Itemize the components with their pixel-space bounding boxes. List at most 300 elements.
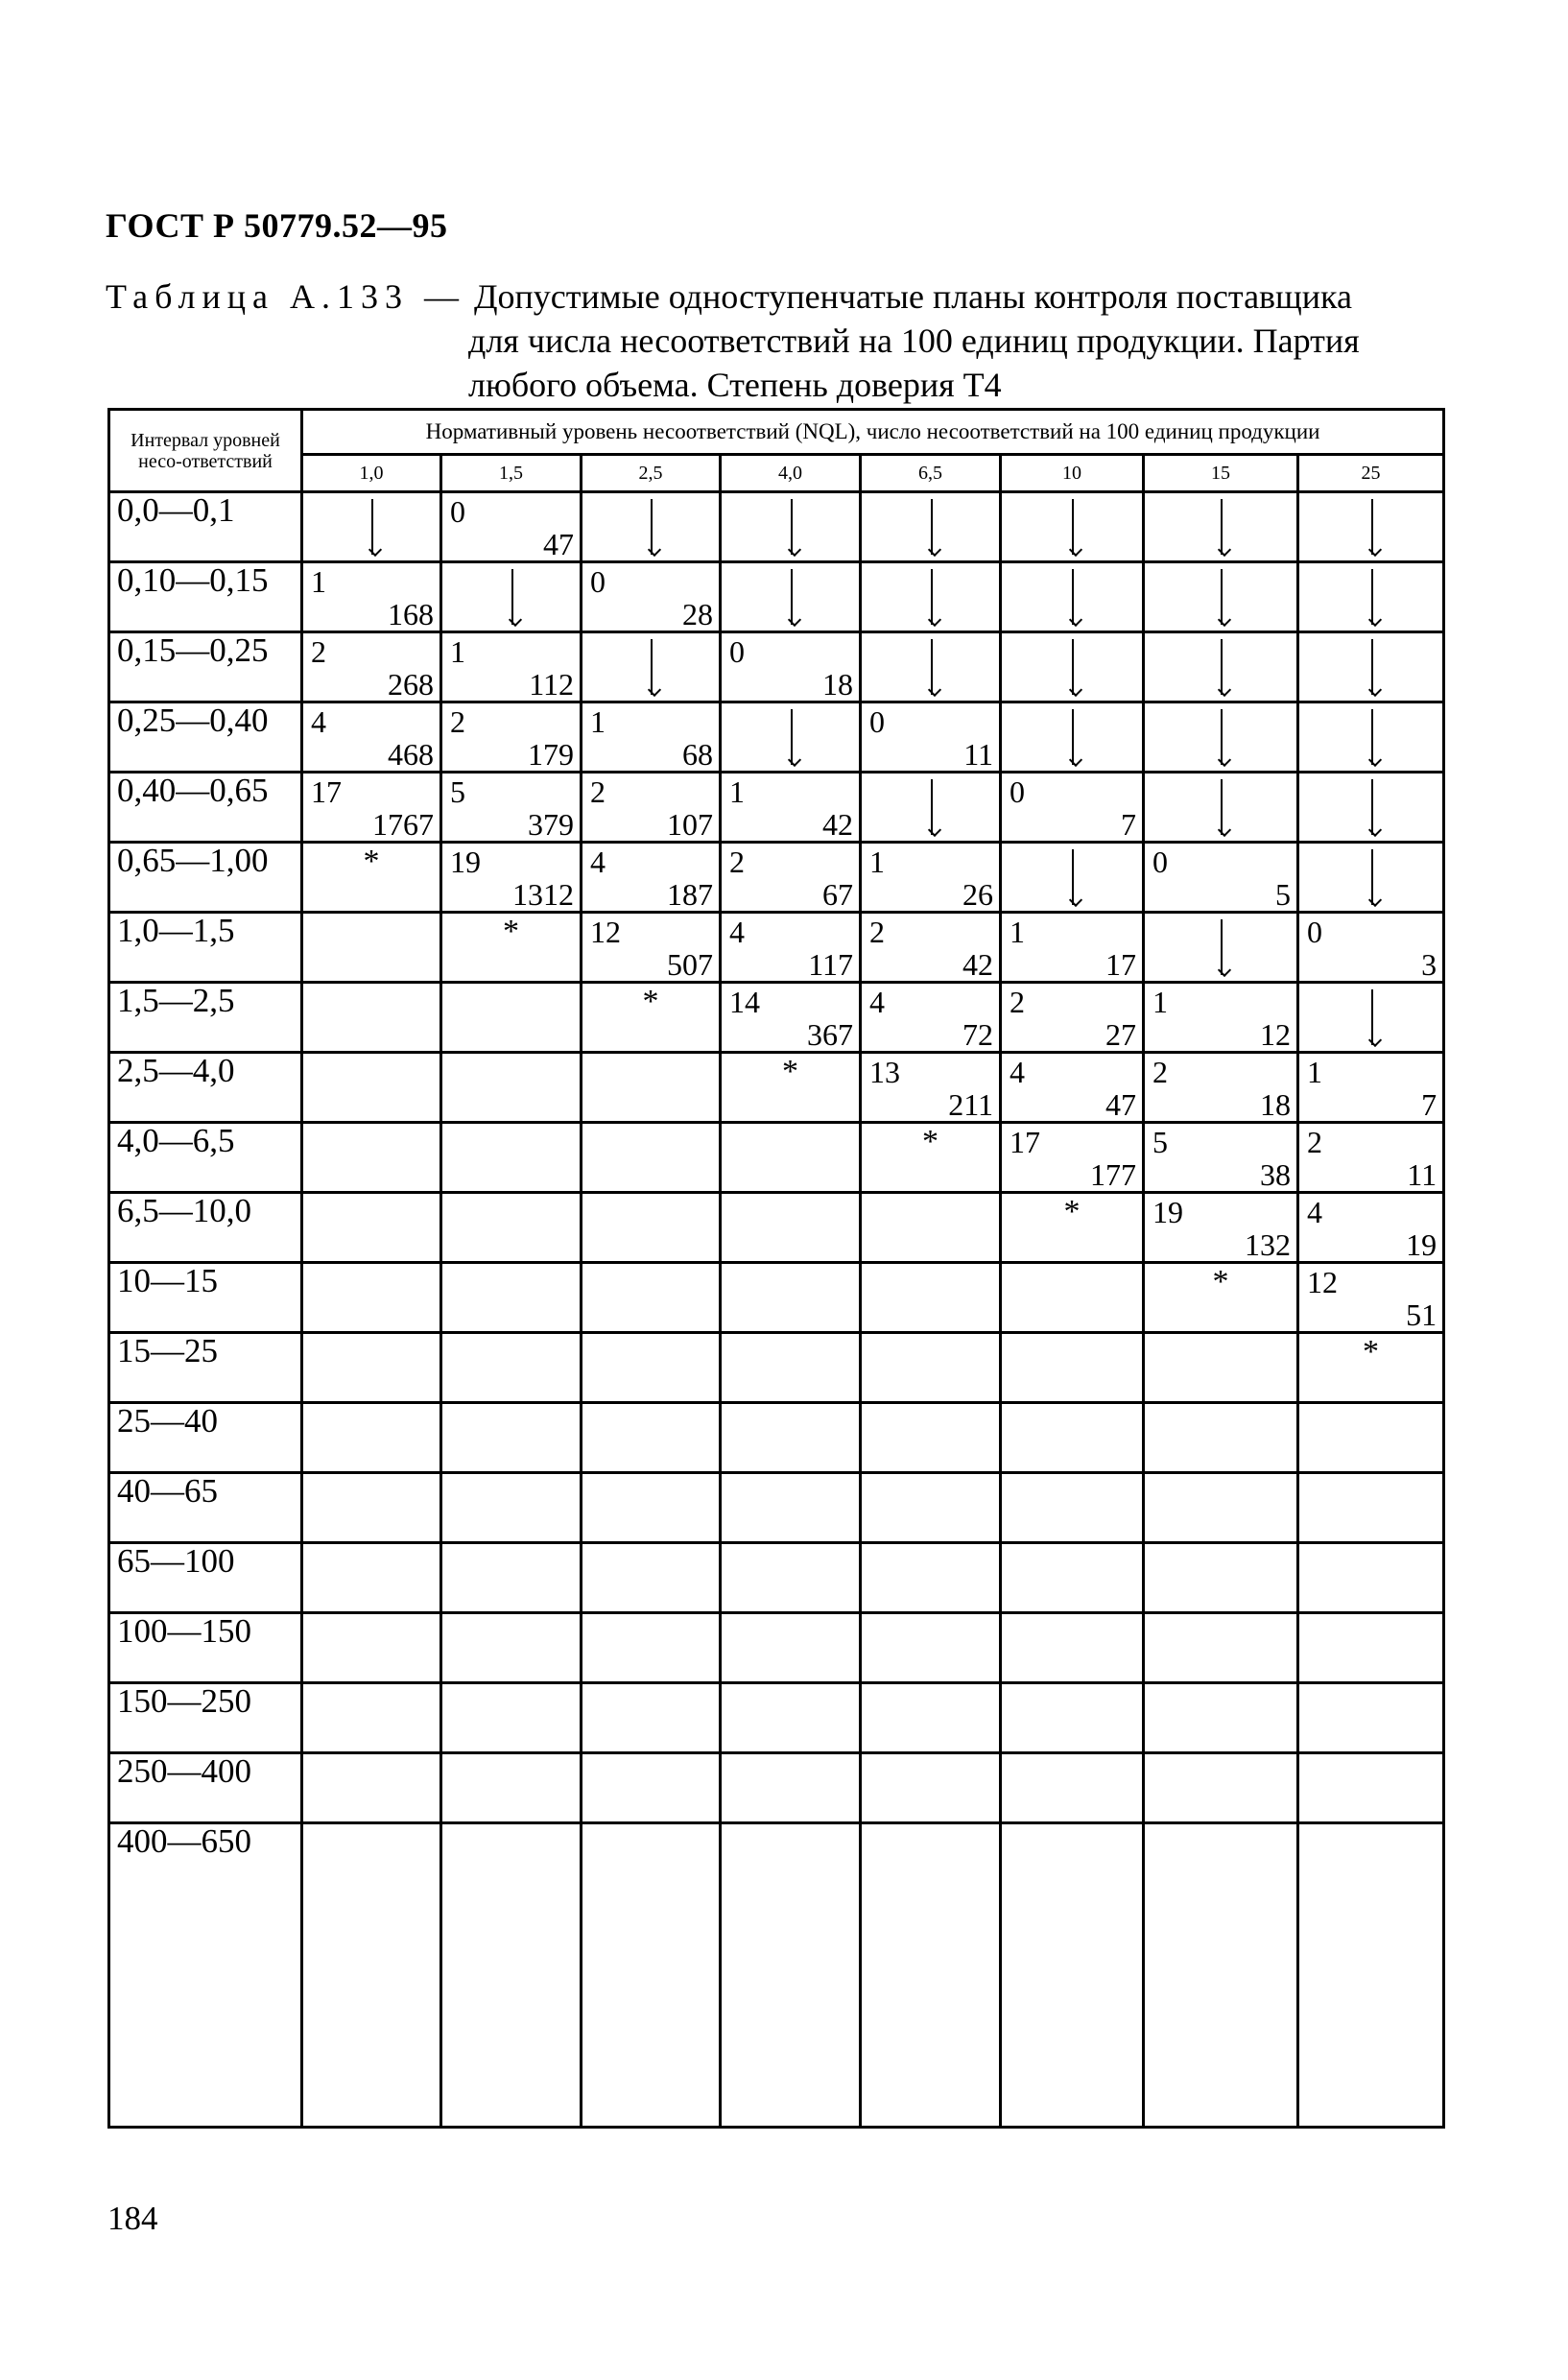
interval-cell: 0,40—0,65 bbox=[109, 773, 302, 843]
plan-cell bbox=[1001, 773, 1144, 843]
table-row bbox=[109, 702, 1444, 773]
nql-code: 10 bbox=[1001, 455, 1144, 492]
interval-cell: 100—150 bbox=[109, 1613, 302, 1683]
plan-cell bbox=[1298, 632, 1444, 702]
arrow-down-icon bbox=[1371, 499, 1373, 555]
acceptance-number: 1 bbox=[590, 704, 606, 739]
plan-cell bbox=[441, 843, 582, 913]
arrow-down-icon bbox=[931, 639, 933, 695]
plan-cell bbox=[1144, 1263, 1298, 1333]
acceptance-number: 1 bbox=[1010, 915, 1025, 949]
acceptance-number: 5 bbox=[450, 774, 465, 809]
plan-cell bbox=[721, 492, 861, 562]
plan-cell bbox=[721, 843, 861, 913]
sample-size: 12 bbox=[1260, 1017, 1291, 1052]
interval-cell: 0,25—0,40 bbox=[109, 702, 302, 773]
plan-cell bbox=[441, 492, 582, 562]
table-row bbox=[109, 562, 1444, 632]
caption-line-1: Допустимые одноступенчатые планы контроля поставщика bbox=[473, 277, 1352, 316]
plan-cell bbox=[441, 1263, 582, 1333]
plan-cell bbox=[1298, 1683, 1444, 1753]
plan-cell bbox=[302, 1753, 441, 1823]
interval-cell: 1,5—2,5 bbox=[109, 983, 302, 1053]
plan-cell bbox=[1298, 1333, 1444, 1403]
caption-lead: Таблица А.133 — bbox=[106, 277, 465, 316]
sample-size: 42 bbox=[962, 947, 993, 982]
nql-code: 15 bbox=[1144, 455, 1298, 492]
interval-cell: 400—650 bbox=[109, 1823, 302, 2128]
plan-cell bbox=[441, 1753, 582, 1823]
plan-cell bbox=[441, 983, 582, 1053]
table-body bbox=[109, 492, 1444, 2128]
interval-cell: 25—40 bbox=[109, 1403, 302, 1473]
table-row bbox=[109, 1333, 1444, 1403]
plan-cell bbox=[1298, 1543, 1444, 1613]
sample-size: 132 bbox=[1245, 1227, 1291, 1262]
plan-cell bbox=[1298, 773, 1444, 843]
nql-code: 1,5 bbox=[441, 455, 582, 492]
sample-size: 19 bbox=[1406, 1227, 1437, 1262]
plan-cell bbox=[441, 1403, 582, 1473]
asterisk-mark: * bbox=[782, 1054, 798, 1089]
plan-cell bbox=[1298, 1053, 1444, 1123]
plan-cell bbox=[1144, 1333, 1298, 1403]
acceptance-number: 19 bbox=[450, 845, 481, 879]
interval-cell: 6,5—10,0 bbox=[109, 1193, 302, 1263]
sample-size: 72 bbox=[962, 1017, 993, 1052]
plan-cell bbox=[441, 773, 582, 843]
plan-cell bbox=[721, 1543, 861, 1613]
plan-cell bbox=[721, 562, 861, 632]
plan-cell bbox=[302, 1683, 441, 1753]
plan-cell bbox=[861, 1193, 1001, 1263]
interval-cell: 0,15—0,25 bbox=[109, 632, 302, 702]
plan-cell bbox=[441, 562, 582, 632]
plan-cell bbox=[1298, 1473, 1444, 1543]
sample-size: 42 bbox=[822, 807, 853, 842]
interval-cell: 40—65 bbox=[109, 1473, 302, 1543]
plan-cell bbox=[1298, 1753, 1444, 1823]
plan-cell bbox=[721, 1613, 861, 1683]
plan-cell bbox=[1144, 492, 1298, 562]
plan-cell bbox=[1001, 492, 1144, 562]
sample-size: 68 bbox=[682, 737, 713, 772]
arrow-down-icon bbox=[1221, 569, 1223, 625]
interval-cell: 4,0—6,5 bbox=[109, 1123, 302, 1193]
plan-cell bbox=[441, 1543, 582, 1613]
acceptance-number: 4 bbox=[729, 915, 745, 949]
plan-cell bbox=[1001, 1823, 1144, 2128]
plan-cell bbox=[721, 1823, 861, 2128]
table-row bbox=[109, 1823, 1444, 2128]
plan-cell bbox=[1144, 1823, 1298, 2128]
acceptance-number: 17 bbox=[1010, 1125, 1040, 1159]
plan-cell bbox=[861, 983, 1001, 1053]
arrow-down-icon bbox=[791, 709, 793, 765]
plan-cell bbox=[1144, 1543, 1298, 1613]
plan-cell bbox=[721, 1193, 861, 1263]
plan-cell bbox=[861, 492, 1001, 562]
plan-cell bbox=[861, 913, 1001, 983]
plan-cell bbox=[441, 1473, 582, 1543]
sample-size: 7 bbox=[1421, 1087, 1437, 1122]
plan-cell bbox=[1001, 1613, 1144, 1683]
nql-header: Нормативный уровень несоответствий (NQL), число несоответствий на 100 единиц продукции bbox=[302, 410, 1444, 455]
plan-cell bbox=[721, 632, 861, 702]
plan-cell bbox=[1001, 983, 1144, 1053]
plan-cell bbox=[582, 492, 721, 562]
plan-cell bbox=[302, 1123, 441, 1193]
table-row bbox=[109, 913, 1444, 983]
acceptance-number: 13 bbox=[869, 1055, 900, 1089]
acceptance-number: 1 bbox=[1307, 1055, 1322, 1089]
plan-cell bbox=[1144, 1053, 1298, 1123]
table-row bbox=[109, 1263, 1444, 1333]
table-row bbox=[109, 1753, 1444, 1823]
arrow-down-icon bbox=[1371, 989, 1373, 1045]
asterisk-mark: * bbox=[1363, 1334, 1380, 1369]
sample-size: 67 bbox=[822, 877, 853, 912]
plan-cell bbox=[302, 702, 441, 773]
plan-cell bbox=[861, 1613, 1001, 1683]
plan-cell bbox=[721, 1403, 861, 1473]
sample-size: 179 bbox=[528, 737, 574, 772]
sample-size: 11 bbox=[1407, 1157, 1437, 1192]
plan-cell bbox=[582, 1753, 721, 1823]
sample-size: 112 bbox=[529, 667, 574, 702]
acceptance-number: 4 bbox=[869, 985, 885, 1019]
plan-cell bbox=[1001, 1193, 1144, 1263]
asterisk-mark: * bbox=[642, 984, 659, 1019]
arrow-down-icon bbox=[511, 569, 513, 625]
plan-cell bbox=[1144, 702, 1298, 773]
plan-cell bbox=[582, 1683, 721, 1753]
sample-size: 18 bbox=[822, 667, 853, 702]
arrow-down-icon bbox=[1221, 709, 1223, 765]
table-row bbox=[109, 492, 1444, 562]
acceptance-number: 2 bbox=[729, 845, 745, 879]
arrow-down-icon bbox=[1072, 569, 1074, 625]
arrow-down-icon bbox=[1072, 499, 1074, 555]
plan-cell bbox=[1298, 1123, 1444, 1193]
nql-code: 25 bbox=[1298, 455, 1444, 492]
plan-cell bbox=[441, 1683, 582, 1753]
interval-cell: 0,10—0,15 bbox=[109, 562, 302, 632]
sampling-plans-table bbox=[107, 408, 1445, 2129]
acceptance-number: 2 bbox=[869, 915, 885, 949]
table-caption bbox=[106, 274, 1439, 407]
plan-cell bbox=[582, 1823, 721, 2128]
asterisk-mark: * bbox=[1212, 1264, 1229, 1299]
plan-cell bbox=[1144, 773, 1298, 843]
sample-size: 26 bbox=[962, 877, 993, 912]
arrow-down-icon bbox=[931, 779, 933, 835]
sample-size: 379 bbox=[528, 807, 574, 842]
plan-cell bbox=[441, 913, 582, 983]
plan-cell bbox=[721, 1683, 861, 1753]
table-row bbox=[109, 1473, 1444, 1543]
plan-cell bbox=[1001, 843, 1144, 913]
plan-cell bbox=[582, 702, 721, 773]
plan-cell bbox=[721, 1333, 861, 1403]
acceptance-number: 2 bbox=[590, 774, 606, 809]
plan-cell bbox=[861, 1753, 1001, 1823]
caption-line-2: для числа несоответствий на 100 единиц продукции. Партия bbox=[468, 321, 1360, 360]
plan-cell bbox=[582, 1613, 721, 1683]
arrow-down-icon bbox=[931, 499, 933, 555]
acceptance-number: 2 bbox=[1152, 1055, 1168, 1089]
plan-cell bbox=[721, 1053, 861, 1123]
plan-cell bbox=[1298, 702, 1444, 773]
sample-size: 507 bbox=[667, 947, 713, 982]
plan-cell bbox=[582, 913, 721, 983]
plan-cell bbox=[1001, 1543, 1144, 1613]
plan-cell bbox=[1298, 1823, 1444, 2128]
plan-cell bbox=[302, 1403, 441, 1473]
interval-cell: 150—250 bbox=[109, 1683, 302, 1753]
nql-code-row bbox=[109, 455, 1444, 492]
plan-cell bbox=[441, 632, 582, 702]
plan-cell bbox=[1001, 1333, 1144, 1403]
asterisk-mark: * bbox=[1063, 1194, 1081, 1229]
table-row bbox=[109, 632, 1444, 702]
sample-size: 27 bbox=[1105, 1017, 1136, 1052]
plan-cell bbox=[302, 1473, 441, 1543]
plan-cell bbox=[1298, 562, 1444, 632]
plan-cell bbox=[1144, 1683, 1298, 1753]
acceptance-number: 0 bbox=[729, 634, 745, 669]
acceptance-number: 0 bbox=[869, 704, 885, 739]
interval-cell: 0,0—0,1 bbox=[109, 492, 302, 562]
plan-cell bbox=[721, 773, 861, 843]
nql-code: 2,5 bbox=[582, 455, 721, 492]
plan-cell bbox=[1298, 1403, 1444, 1473]
sample-size: 18 bbox=[1260, 1087, 1291, 1122]
plan-cell bbox=[1001, 1473, 1144, 1543]
plan-cell bbox=[302, 562, 441, 632]
plan-cell bbox=[582, 1333, 721, 1403]
plan-cell bbox=[1001, 913, 1144, 983]
plan-cell bbox=[302, 843, 441, 913]
sample-size: 168 bbox=[388, 597, 434, 631]
sample-size: 367 bbox=[807, 1017, 853, 1052]
asterisk-mark: * bbox=[363, 844, 380, 879]
sample-size: 5 bbox=[1275, 877, 1291, 912]
nql-code: 6,5 bbox=[861, 455, 1001, 492]
plan-cell bbox=[1001, 1753, 1144, 1823]
plan-cell bbox=[1001, 1683, 1144, 1753]
document-id: ГОСТ Р 50779.52—95 bbox=[106, 206, 448, 245]
table-row bbox=[109, 843, 1444, 913]
acceptance-number: 1 bbox=[311, 564, 326, 599]
sample-size: 117 bbox=[808, 947, 853, 982]
plan-cell bbox=[861, 843, 1001, 913]
arrow-down-icon bbox=[1221, 639, 1223, 695]
table-row bbox=[109, 983, 1444, 1053]
interval-header: Интервал уровней несо-ответствий bbox=[109, 410, 302, 492]
plan-cell bbox=[302, 1333, 441, 1403]
sample-size: 47 bbox=[1105, 1087, 1136, 1122]
sample-size: 11 bbox=[963, 737, 993, 772]
plan-cell bbox=[1001, 562, 1144, 632]
plan-cell bbox=[861, 1473, 1001, 1543]
acceptance-number: 2 bbox=[311, 634, 326, 669]
table-row bbox=[109, 773, 1444, 843]
acceptance-number: 2 bbox=[450, 704, 465, 739]
acceptance-number: 0 bbox=[1010, 774, 1025, 809]
plan-cell bbox=[302, 1263, 441, 1333]
acceptance-number: 5 bbox=[1152, 1125, 1168, 1159]
sample-size: 211 bbox=[948, 1087, 993, 1122]
plan-cell bbox=[302, 1543, 441, 1613]
arrow-down-icon bbox=[1221, 919, 1223, 975]
plan-cell bbox=[302, 913, 441, 983]
arrow-down-icon bbox=[791, 499, 793, 555]
interval-cell: 2,5—4,0 bbox=[109, 1053, 302, 1123]
arrow-down-icon bbox=[1371, 849, 1373, 905]
plan-cell bbox=[1144, 983, 1298, 1053]
acceptance-number: 4 bbox=[1307, 1195, 1322, 1229]
table-row bbox=[109, 1193, 1444, 1263]
plan-cell bbox=[1001, 1123, 1144, 1193]
plan-cell bbox=[1144, 1403, 1298, 1473]
sample-size: 51 bbox=[1406, 1297, 1437, 1332]
arrow-down-icon bbox=[651, 499, 653, 555]
nql-code: 4,0 bbox=[721, 455, 861, 492]
plan-cell bbox=[441, 1193, 582, 1263]
caption-line-3: любого объема. Степень доверия Т4 bbox=[468, 366, 1002, 404]
plan-cell bbox=[1001, 632, 1144, 702]
table-row bbox=[109, 1053, 1444, 1123]
sample-size: 107 bbox=[667, 807, 713, 842]
plan-cell bbox=[861, 1333, 1001, 1403]
plan-cell bbox=[861, 1823, 1001, 2128]
plan-cell bbox=[861, 773, 1001, 843]
arrow-down-icon bbox=[1221, 499, 1223, 555]
sample-size: 7 bbox=[1121, 807, 1136, 842]
plan-cell bbox=[302, 773, 441, 843]
plan-cell bbox=[441, 1053, 582, 1123]
plan-cell bbox=[1298, 843, 1444, 913]
plan-cell bbox=[721, 1123, 861, 1193]
sample-size: 1312 bbox=[512, 877, 574, 912]
sample-size: 187 bbox=[667, 877, 713, 912]
plan-cell bbox=[582, 1473, 721, 1543]
plan-cell bbox=[302, 492, 441, 562]
plan-cell bbox=[582, 773, 721, 843]
plan-cell bbox=[861, 1123, 1001, 1193]
interval-cell: 65—100 bbox=[109, 1543, 302, 1613]
plan-cell bbox=[582, 983, 721, 1053]
plan-cell bbox=[441, 1123, 582, 1193]
plan-cell bbox=[582, 843, 721, 913]
plan-cell bbox=[861, 702, 1001, 773]
acceptance-number: 0 bbox=[1152, 845, 1168, 879]
plan-cell bbox=[582, 1543, 721, 1613]
arrow-down-icon bbox=[931, 569, 933, 625]
table-row bbox=[109, 1683, 1444, 1753]
arrow-down-icon bbox=[1371, 779, 1373, 835]
plan-cell bbox=[582, 1403, 721, 1473]
sample-size: 28 bbox=[682, 597, 713, 631]
acceptance-number: 1 bbox=[450, 634, 465, 669]
plan-cell bbox=[1298, 983, 1444, 1053]
table-row bbox=[109, 1543, 1444, 1613]
plan-cell bbox=[1144, 1193, 1298, 1263]
plan-cell bbox=[721, 913, 861, 983]
plan-cell bbox=[302, 983, 441, 1053]
sample-size: 1767 bbox=[372, 807, 434, 842]
plan-cell bbox=[582, 1263, 721, 1333]
plan-cell bbox=[302, 1613, 441, 1683]
plan-cell bbox=[302, 632, 441, 702]
plan-cell bbox=[721, 1263, 861, 1333]
plan-cell bbox=[861, 562, 1001, 632]
acceptance-number: 1 bbox=[1152, 985, 1168, 1019]
acceptance-number: 2 bbox=[1307, 1125, 1322, 1159]
plan-cell bbox=[582, 632, 721, 702]
plan-cell bbox=[1298, 1613, 1444, 1683]
arrow-down-icon bbox=[1371, 639, 1373, 695]
sample-size: 17 bbox=[1105, 947, 1136, 982]
plan-cell bbox=[1001, 1263, 1144, 1333]
plan-cell bbox=[582, 562, 721, 632]
plan-cell bbox=[1298, 492, 1444, 562]
arrow-down-icon bbox=[1371, 569, 1373, 625]
plan-cell bbox=[441, 1823, 582, 2128]
acceptance-number: 4 bbox=[590, 845, 606, 879]
acceptance-number: 1 bbox=[869, 845, 885, 879]
table-row bbox=[109, 1403, 1444, 1473]
interval-cell: 0,65—1,00 bbox=[109, 843, 302, 913]
plan-cell bbox=[582, 1053, 721, 1123]
plan-cell bbox=[302, 1053, 441, 1123]
acceptance-number: 4 bbox=[311, 704, 326, 739]
plan-cell bbox=[1144, 913, 1298, 983]
plan-cell bbox=[302, 1193, 441, 1263]
asterisk-mark: * bbox=[503, 914, 519, 949]
asterisk-mark: * bbox=[922, 1124, 938, 1159]
plan-cell bbox=[861, 1543, 1001, 1613]
acceptance-number: 0 bbox=[450, 494, 465, 529]
acceptance-number: 0 bbox=[1307, 915, 1322, 949]
acceptance-number: 2 bbox=[1010, 985, 1025, 1019]
arrow-down-icon bbox=[1371, 709, 1373, 765]
plan-cell bbox=[721, 702, 861, 773]
plan-cell bbox=[1144, 562, 1298, 632]
acceptance-number: 4 bbox=[1010, 1055, 1025, 1089]
plan-cell bbox=[1144, 843, 1298, 913]
plan-cell bbox=[1144, 1473, 1298, 1543]
plan-cell bbox=[861, 1263, 1001, 1333]
plan-cell bbox=[441, 1333, 582, 1403]
plan-cell bbox=[861, 1403, 1001, 1473]
nql-code: 1,0 bbox=[302, 455, 441, 492]
arrow-down-icon bbox=[791, 569, 793, 625]
plan-cell bbox=[1001, 1403, 1144, 1473]
plan-cell bbox=[1144, 632, 1298, 702]
plan-cell bbox=[1144, 1123, 1298, 1193]
plan-cell bbox=[582, 1193, 721, 1263]
acceptance-number: 12 bbox=[1307, 1265, 1338, 1299]
arrow-down-icon bbox=[371, 499, 373, 555]
plan-cell bbox=[1298, 1263, 1444, 1333]
interval-cell: 250—400 bbox=[109, 1753, 302, 1823]
plan-cell bbox=[861, 1053, 1001, 1123]
arrow-down-icon bbox=[1072, 639, 1074, 695]
plan-cell bbox=[1298, 1193, 1444, 1263]
plan-cell bbox=[582, 1123, 721, 1193]
